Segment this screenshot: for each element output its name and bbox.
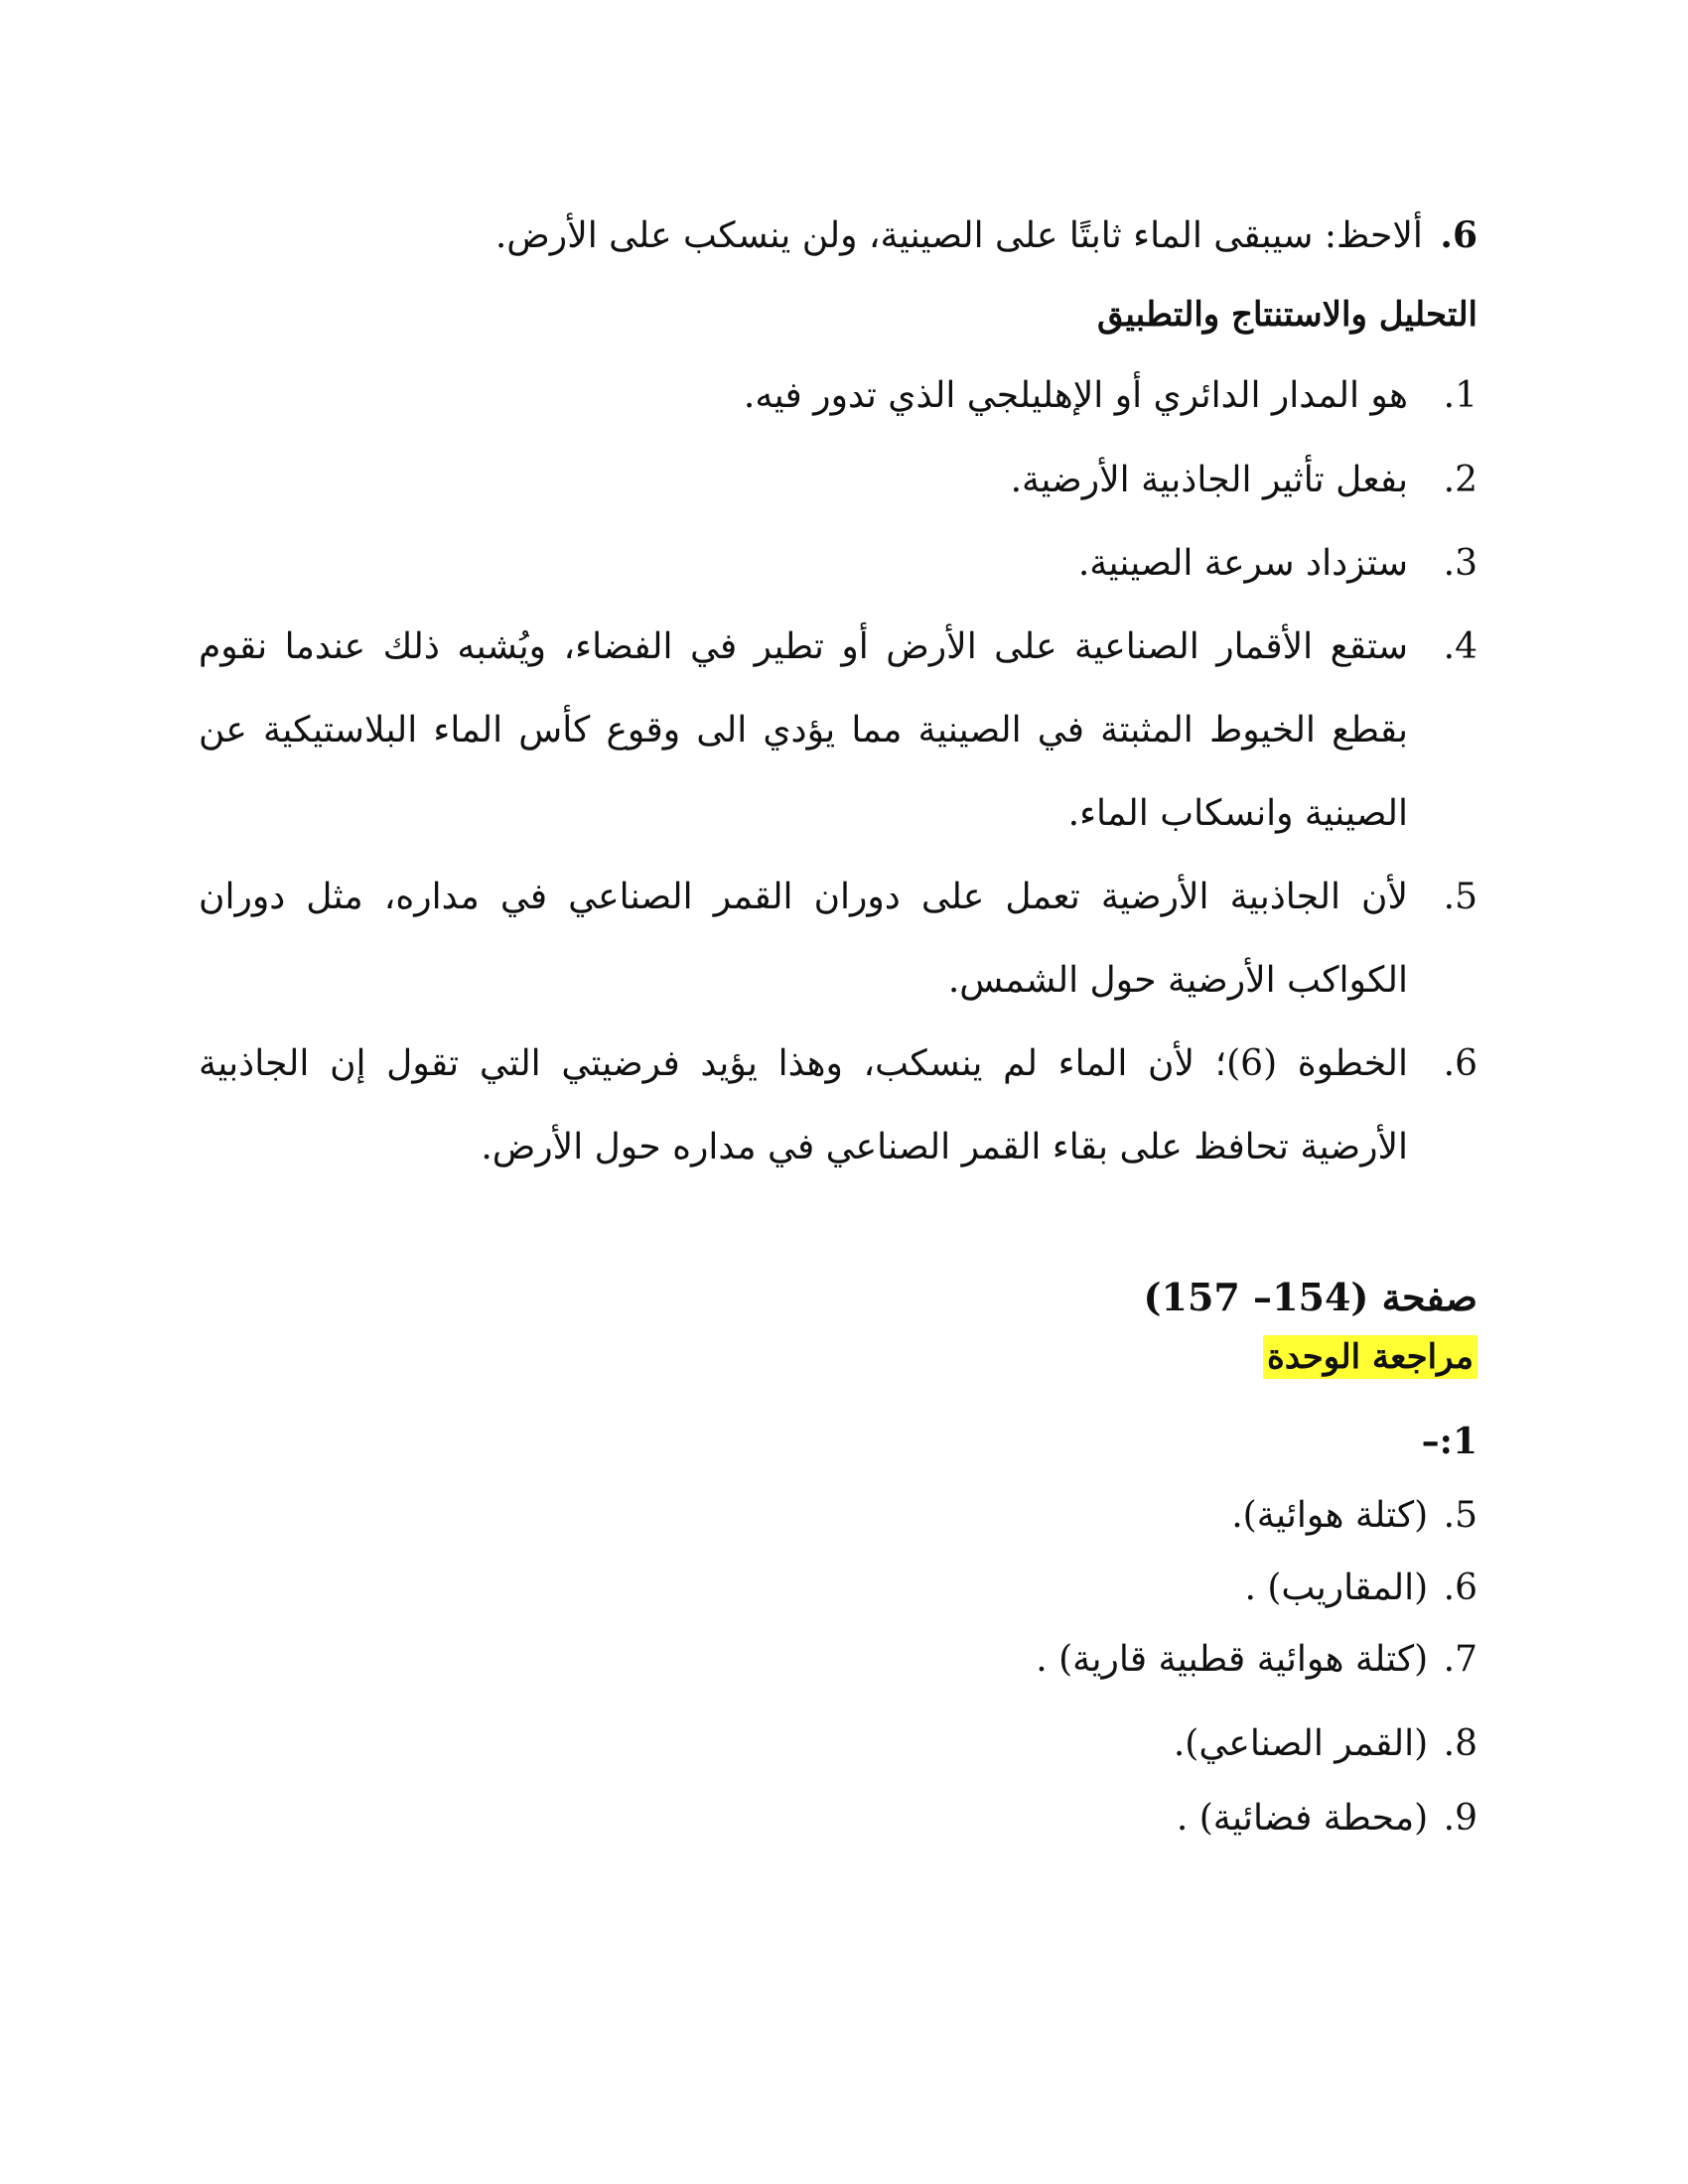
answer-text: (المقاريب) . [1244, 1568, 1429, 1608]
answer-text: (القمر الصناعي). [1173, 1723, 1429, 1764]
answer-text: (محطة فضائية) . [1176, 1798, 1429, 1839]
review-answer [1231, 1494, 1477, 1538]
analysis-item [199, 856, 1477, 1023]
item-number: 6. [1443, 1043, 1477, 1084]
analysis-item [199, 439, 1477, 522]
answer-text: (كتلة هوائية). [1231, 1495, 1429, 1536]
review-answer [1036, 1638, 1477, 1682]
observation-number: 6. [1440, 214, 1477, 256]
unit-review-title [0, 1335, 1477, 1379]
answer-number: 7. [1443, 1639, 1477, 1680]
section-heading: التحليل والاستنتاج والتطبيق [1096, 295, 1477, 335]
question-label: 1:– [1421, 1421, 1477, 1462]
observation-line [0, 213, 1477, 258]
answer-number: 9. [1443, 1798, 1477, 1839]
analysis-item [199, 522, 1477, 606]
analysis-item [199, 1023, 1477, 1189]
item-text: لأن الجاذبية الأرضية تعمل على دوران القمر الصناعي في مداره، مثل دوران الكواكب الأرضية حول الشمس. [199, 877, 1408, 1001]
page-reference: صفحة (154– 157) [1143, 1275, 1477, 1319]
item-text: ستقع الأقمار الصناعية على الأرض أو تطير في الفضاء، ويُشبه ذلك عندما نقوم بقطع الخيوط المثبتة في الصينية مما يؤدي الى وقوع كأس الماء البلاستيكية عن الصينية وانسكاب الماء. [199, 626, 1408, 834]
review-answer [1174, 1722, 1477, 1766]
item-number: 3. [1443, 543, 1477, 584]
item-text: ستزداد سرعة الصينية. [1077, 543, 1408, 584]
answer-number: 8. [1443, 1723, 1477, 1764]
item-text: الخطوة (6)؛ لأن الماء لم ينسكب، وهذا يؤيد فرضيتي التي تقول إن الجاذبية الأرضية تحافظ على بقاء القمر الصناعي في مداره حول الأرض. [199, 1043, 1408, 1167]
item-text: هو المدار الدائري أو الإهليلجي الذي تدور فيه. [743, 375, 1408, 416]
highlighted-title: مراجعة الوحدة [1263, 1335, 1477, 1379]
item-number: 4. [1443, 626, 1477, 667]
item-number: 2. [1443, 460, 1477, 500]
review-answer [1244, 1567, 1477, 1610]
item-text: بفعل تأثير الجاذبية الأرضية. [1010, 460, 1408, 500]
answer-number: 5. [1443, 1495, 1477, 1536]
answer-number: 6. [1443, 1568, 1477, 1608]
analysis-item [199, 354, 1477, 438]
review-answer [1177, 1797, 1477, 1841]
observation-text: ألاحظ: سيبقى الماء ثابتًا على الصينية، ولن ينسكب على الأرض. [494, 215, 1423, 256]
item-number: 5. [1443, 877, 1477, 917]
answer-text: (كتلة هوائية قطبية قارية) . [1036, 1639, 1429, 1680]
item-number: 1. [1443, 375, 1477, 416]
analysis-item [199, 606, 1477, 856]
